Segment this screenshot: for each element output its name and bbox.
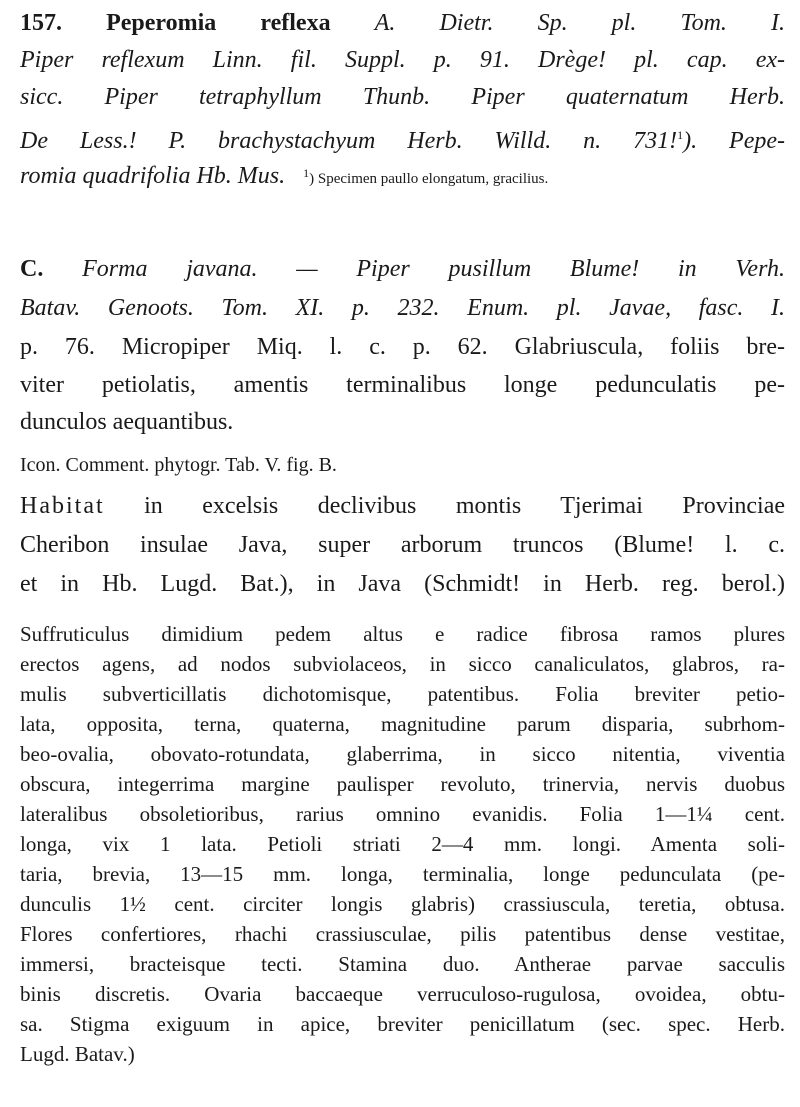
entry-157-authority: A. Dietr. Sp. pl. Tom. I. [374, 10, 786, 36]
description-line: Flores confertiores, rhachi crassiusculae, pilis patentibus dense vestitae, [20, 922, 785, 946]
habitat-line-1 [20, 491, 785, 521]
entry-157-line-3: sicc. Piper tetraphyllum Thunb. Piper quaternatum Herb. [20, 84, 785, 110]
section-c-line-1-text: Forma javana. — Piper pusillum Blume! in Verh. [82, 256, 785, 282]
footnote-mark: 1 [303, 166, 310, 180]
description-line: longa, vix 1 lata. Petioli striati 2—4 mm. longi. Amenta soli- [20, 832, 785, 856]
description-line: obscura, integerrima margine paulisper revoluto, trinervia, nervis duobus [20, 772, 785, 796]
description-line: mulis subverticillatis dichotomisque, patentibus. Folia breviter petio- [20, 682, 785, 706]
entry-157-line-4 [20, 120, 785, 156]
footnote-text: Specimen paullo elongatum, gracilius. [317, 171, 549, 187]
entry-number: 157. [20, 10, 62, 36]
description-line: taria, brevia, 13—15 mm. longa, terminalia, longe pedunculata (pe- [20, 862, 785, 886]
icon-reference: Icon. Comment. phytogr. Tab. V. fig. B. [20, 454, 337, 476]
description-line: lata, opposita, terna, quaterna, magnitudine parum disparia, subrhom- [20, 712, 785, 736]
section-c-line-5: dunculos aequantibus. [20, 409, 234, 435]
entry-157-line-1 [20, 8, 785, 38]
section-c-line-1 [20, 254, 785, 284]
description-line: sa. Stigma exiguum in apice, breviter penicillatum (sec. spec. Herb. [20, 1012, 785, 1036]
section-c-line-3: p. 76. Micropiper Miq. l. c. p. 62. Glabriuscula, foliis bre- [20, 334, 785, 360]
habitat-label: Habitat [20, 493, 105, 519]
description-line: beo-ovalia, obovato-rotundata, glaberrima, in sicco nitentia, viventia [20, 742, 785, 766]
habitat-line-2: Cheribon insulae Java, super arborum truncos (Blume! l. c. [20, 532, 785, 558]
description-line: Lugd. Batav.) [20, 1042, 135, 1066]
description-line: dunculis 1½ cent. circiter longis glabris) crassiuscula, teretia, obtusa. [20, 892, 785, 916]
footnote: $^1$) Specimen paullo elongatum, gracilius. [303, 166, 549, 187]
section-letter: C. [20, 256, 44, 282]
entry-157-line-5-text: romia quadrifolia Hb. Mus. [20, 163, 286, 189]
habitat-line-1-text: in excelsis declivibus montis Tjerimai Provinciae [144, 493, 785, 519]
entry-157-line-5 [20, 158, 785, 194]
description-line: lateralibus obsoletioribus, rarius omnino evanidis. Folia 1—1¼ cent. [20, 802, 785, 826]
entry-157-line-2: Piper reflexum Linn. fil. Suppl. p. 91. Drège! pl. cap. ex- [20, 47, 785, 73]
description-line: binis discretis. Ovaria baccaeque verruculoso-rugulosa, ovoidea, obtu- [20, 982, 785, 1006]
entry-157-line-4-end: ). Pepe- [683, 128, 786, 154]
footnote-ref-mark: 1 [677, 128, 684, 142]
habitat-line-3: et in Hb. Lugd. Bat.), in Java (Schmidt! in Herb. reg. berol.) [20, 571, 785, 597]
description-line: immersi, bracteisque tecti. Stamina duo. Antherae parvae sacculis [20, 952, 785, 976]
section-c-line-2: Batav. Genoots. Tom. XI. p. 232. Enum. pl. Javae, fasc. I. [20, 295, 785, 321]
entry-157-line-4-text: De Less.! P. brachystachyum Herb. Willd. n. 731! [20, 128, 678, 154]
section-c-line-4: viter petiolatis, amentis terminalibus longe pedunculatis pe- [20, 372, 785, 398]
species-name: Peperomia reflexa [106, 10, 331, 36]
description-line: Suffruticulus dimidium pedem altus e radice fibrosa ramos plures [20, 622, 785, 646]
description-line: erectos agens, ad nodos subviolaceos, in sicco canaliculatos, glabros, ra- [20, 652, 785, 676]
